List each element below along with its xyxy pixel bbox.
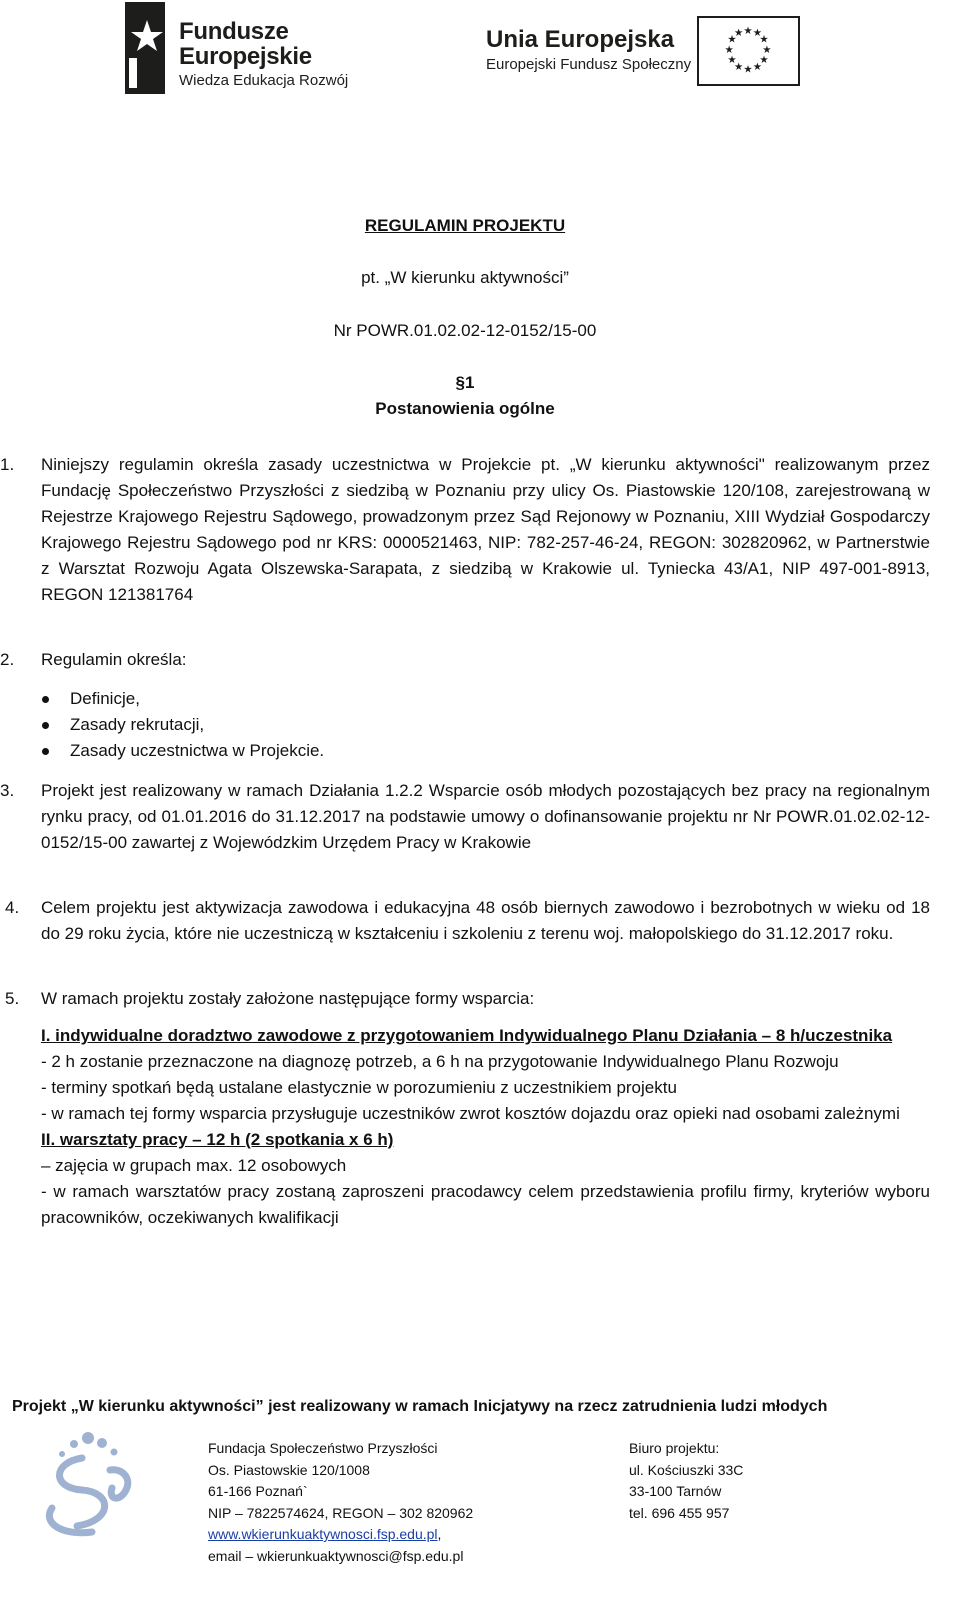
svg-text:★: ★ xyxy=(733,26,744,39)
project-subtitle: pt. „W kierunku aktywności” xyxy=(361,268,569,287)
ue-logo-line2: Europejski Fundusz Społeczny xyxy=(486,56,692,73)
support-form-2-line: – zajęcia w grupach max. 12 osobowych xyxy=(41,1156,347,1175)
svg-text:★: ★ xyxy=(727,33,737,46)
org-email[interactable]: email – wkierunkuaktywnosci@fsp.edu.pl xyxy=(208,1547,464,1564)
org-ids: NIP – 7822574624, REGON – 302 820962 xyxy=(208,1504,474,1521)
point-5-number: 5. xyxy=(5,989,20,1008)
svg-text:★: ★ xyxy=(759,33,769,46)
office-label: Biuro projektu: xyxy=(629,1440,720,1456)
support-form-2-heading: II. warsztaty pracy – 12 h (2 spotkania x 6 h) xyxy=(41,1130,394,1149)
unia-europejska-logo xyxy=(486,16,806,86)
project-office-contact xyxy=(629,1438,743,1524)
document-title: REGULAMIN PROJEKTU xyxy=(364,216,566,235)
bullet-item: Zasady rekrutacji, xyxy=(70,715,205,734)
office-city: 33-100 Tarnów xyxy=(629,1483,722,1499)
office-street: ul. Kościuszki 33C xyxy=(629,1461,744,1478)
svg-text:★: ★ xyxy=(762,43,772,56)
svg-text:★: ★ xyxy=(733,60,744,73)
bullet-item: Zasady uczestnictwa w Projekcie. xyxy=(70,741,325,760)
bullet-dot-icon xyxy=(42,696,49,703)
point-2-number: 2. xyxy=(0,650,15,669)
section-number: §1 xyxy=(455,373,475,392)
point-4-number: 4. xyxy=(5,898,20,917)
bullet-item: Definicje, xyxy=(70,689,140,708)
svg-text:★: ★ xyxy=(724,43,734,56)
point-2-text: Regulamin określa: xyxy=(41,650,187,669)
support-form-1-heading: I. indywidualne doradztwo zawodowe z przygotowaniem Indywidualnego Planu Działania – 8 h/uczestnika xyxy=(41,1026,893,1045)
fe-logo-line1: Fundusze xyxy=(179,18,289,45)
point-3-text: Projekt jest realizowany w ramach Działania 1.2.2 Wsparcie osób młodych pozostających bez pracy na regionalnym rynku pracy, od 01.01.2016 do 31.12.2017 na podstawie umowy o dofinansowanie projektu nr Nr POWR.01.02.02-12-0152/15-00 zawartej z Wojewódzkim Urzędem Pracy w Krakowie xyxy=(41,781,930,852)
fundacja-logo-icon xyxy=(22,1428,182,1543)
support-form-1-line: - 2 h zostanie przeznaczone na diagnozę potrzeb, a 6 h na przygotowanie Indywidualnego Planu Rozwoju xyxy=(41,1052,839,1071)
fe-logo-line2: Europejskie xyxy=(179,43,312,70)
point-3-number: 3. xyxy=(0,781,15,800)
point-1-text: Niniejszy regulamin określa zasady uczestnictwa w Projekcie pt. „W kierunku aktywności" realizowanym przez Fundację Społeczeństwo Przyszłości z siedzibą w Poznaniu przy ulicy Os. Piastowskie 120/108, zarejestrowaną w Rejestrze Krajowego Rejestru Sądowego, prowadzonym przez Sąd Rejonowy w Poznaniu, XIII Wydział Gospodarczy Krajowego Rejestru Sądowego pod nr KRS: 0000521463, NIP: 782-257-46-24, REGON: 302820962, w Partnerstwie z Warsztat Rozwoju Agata Olszewska-Sarapata, z siedzibą w Krakowie ul. Tyniecka 43/A1, NIP 497-001-8913, REGON 121381764 xyxy=(41,455,930,604)
bullet-dot-icon xyxy=(42,722,49,729)
support-forms-list xyxy=(41,1023,930,1231)
org-name: Fundacja Społeczeństwo Przyszłości xyxy=(208,1440,438,1456)
project-number: Nr POWR.01.02.02-12-0152/15-00 xyxy=(333,321,597,340)
svg-text:★: ★ xyxy=(743,63,753,76)
support-form-2-line: - w ramach warsztatów pracy zostaną zaproszeni pracodawcy celem przedstawienia profilu firmy, kryteriów wyboru pracowników, oczekiwanych kwalifikacji xyxy=(41,1182,930,1227)
point-5-text: W ramach projektu zostały założone następujące formy wsparcia: xyxy=(41,989,535,1008)
svg-text:★: ★ xyxy=(752,60,763,73)
ue-logo-line1: Unia Europejska xyxy=(486,26,675,53)
fe-star-mark-icon xyxy=(125,2,165,94)
support-form-1-line: - w ramach tej formy wsparcia przysługuje uczestników zwrot kosztów dojazdu oraz opieki nad osobami zależnymi xyxy=(41,1104,900,1123)
svg-text:★: ★ xyxy=(752,26,763,39)
svg-text:★: ★ xyxy=(727,54,737,67)
org-website-link[interactable]: www.wkierunkuaktywnosci.fsp.edu.pl xyxy=(208,1526,438,1542)
organization-contact xyxy=(208,1438,473,1567)
fundusze-europejskie-logo xyxy=(125,2,385,97)
org-address: Os. Piastowskie 120/1008 xyxy=(208,1461,370,1478)
fe-logo-line3: Wiedza Edukacja Rozwój xyxy=(179,72,349,89)
support-form-1-line: - terminy spotkań będą ustalane elastycznie w porozumieniu z uczestnikiem projektu xyxy=(41,1078,677,1097)
org-city: 61-166 Poznań` xyxy=(208,1483,308,1499)
point-4-text: Celem projektu jest aktywizacja zawodowa i edukacyjna 48 osób biernych zawodowo i bezrobotnych w wieku od 18 do 29 roku życia, które nie uczestniczą w kształceniu i szkoleniu z terenu woj. małopolskiego do 31.12.2017 roku. xyxy=(41,898,930,943)
point-1-number: 1. xyxy=(0,455,15,474)
bullet-dot-icon xyxy=(42,748,49,755)
section-heading: Postanowienia ogólne xyxy=(375,399,555,418)
office-phone: tel. 696 455 957 xyxy=(629,1504,730,1521)
svg-text:★: ★ xyxy=(743,25,753,38)
eu-flag-icon xyxy=(697,16,800,86)
footer-project-statement: Projekt „W kierunku aktywności” jest realizowany w ramach Inicjatywy na rzecz zatrudnienia ludzi młodych xyxy=(12,1398,828,1415)
svg-text:★: ★ xyxy=(759,54,769,67)
org-website-suffix: , xyxy=(437,1526,442,1542)
